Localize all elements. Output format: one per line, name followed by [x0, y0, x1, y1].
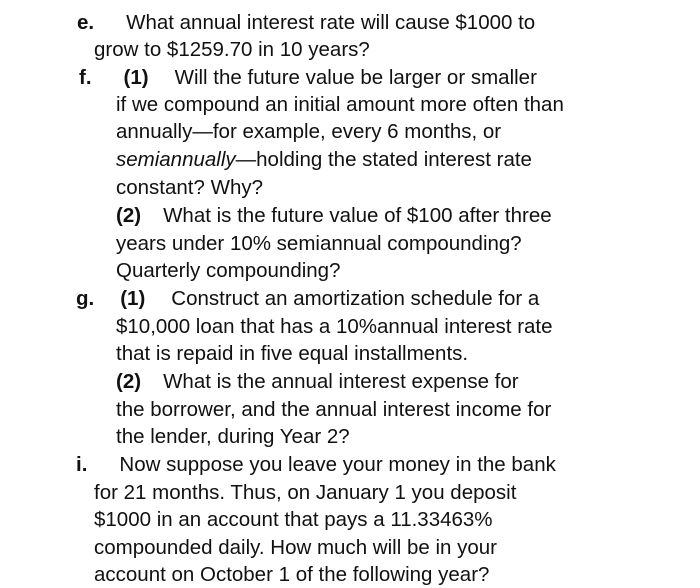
item-f-part2-line-2: years under 10% semiannual compounding?: [116, 232, 522, 255]
item-f-label: f.: [79, 66, 92, 89]
item-f-line-4: semiannually—holding the stated interest rate: [116, 148, 532, 171]
item-e-line-2: grow to $1259.70 in 10 years?: [94, 38, 370, 61]
item-g-part2-line-1: [116, 368, 519, 395]
item-f-line-3: annually—for example, every 6 months, or: [116, 120, 502, 143]
item-i-line-4: compounded daily. How much will be in your: [94, 536, 497, 559]
item-f-line-2: if we compound an initial amount more often than: [116, 93, 564, 116]
item-g-part2-text: What is the annual interest expense for: [163, 370, 519, 393]
item-f-part2-line-3: Quarterly compounding?: [116, 259, 341, 282]
item-f-line-5: constant? Why?: [116, 176, 263, 199]
item-g-label: g.: [76, 287, 95, 310]
item-e-label: e.: [77, 11, 95, 34]
item-e-text: What annual interest rate will cause $1000 to: [126, 11, 536, 34]
item-f-part2-text: What is the future value of $100 after three: [163, 204, 552, 227]
item-g-part2-line-2: the borrower, and the annual interest income for: [116, 398, 552, 421]
item-g-part2-line-3: the lender, during Year 2?: [116, 425, 350, 448]
item-f-part1-label: (1): [123, 66, 149, 89]
item-i-line-5: account on October 1 of the following year?: [94, 563, 490, 586]
semiannually-term: semiannually: [116, 148, 236, 171]
item-g-line-1: [76, 285, 539, 312]
item-i-text: Now suppose you leave your money in the bank: [119, 453, 556, 476]
item-g-line-2: $10,000 loan that has a 10%annual interest rate: [116, 315, 553, 338]
item-i-label: i.: [76, 453, 88, 476]
item-g-part1-text: Construct an amortization schedule for a: [171, 287, 540, 310]
item-f-part1-text: Will the future value be larger or smaller: [174, 66, 537, 89]
item-g-part1-label: (1): [120, 287, 146, 310]
item-i-line-2: for 21 months. Thus, on January 1 you deposit: [94, 481, 517, 504]
item-f-part2-line-1: [116, 202, 552, 229]
item-i-line-1: [76, 451, 556, 478]
item-f-line-1: [79, 64, 537, 91]
item-g-line-3: that is repaid in five equal installments.: [116, 342, 469, 365]
item-i-line-3: $1000 in an account that pays a 11.33463%: [94, 508, 493, 531]
item-e-line-1: [77, 9, 535, 36]
item-f-part2-label: (2): [116, 204, 142, 227]
item-g-part2-label: (2): [116, 370, 142, 393]
